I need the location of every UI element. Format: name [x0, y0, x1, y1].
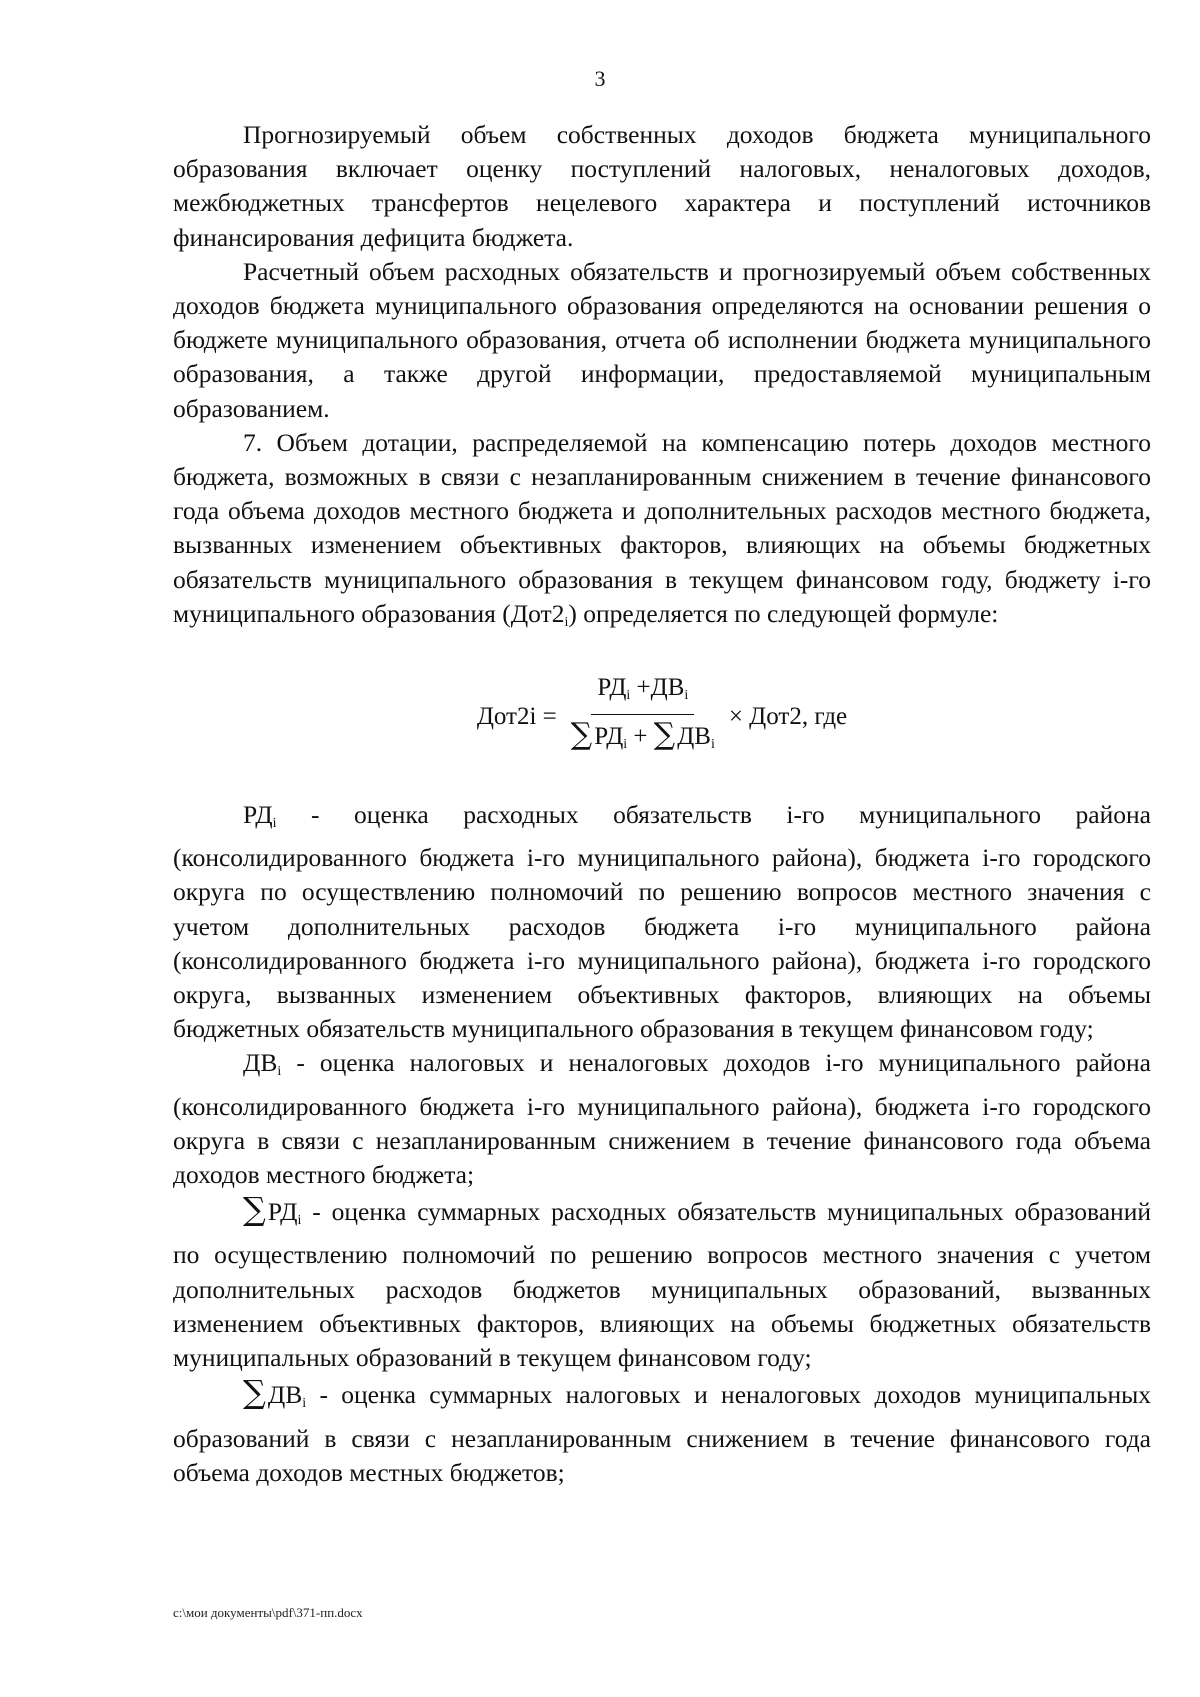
- definition-sum-rd-text: - оценка суммарных расходных обязательств муниципальных образований по осуществлению полномочий по решению вопросов местного значения с учетом дополнительных расходов бюджетов муниципальных образований, вызванных изменением объективных факторов, влияющих на объемы бюджетных обязательств муниципальных образований в текущем финансовом году;: [173, 1197, 1151, 1373]
- formula-where: , где: [801, 702, 848, 730]
- denominator-dv-sub: i: [710, 736, 715, 752]
- dot2-subscript: i: [564, 614, 569, 630]
- sum-icon: ∑: [653, 716, 676, 752]
- definition-dv: [173, 1046, 1151, 1192]
- definition-sum-dv-term: ДВ: [267, 1380, 303, 1410]
- formula-times-dot2: × Дот2: [728, 702, 802, 730]
- definition-dv-sub: i: [277, 1064, 282, 1080]
- formula-numerator: [591, 673, 694, 715]
- formula-fraction: [565, 673, 721, 762]
- paragraph-calculated-volume: Расчетный объем расходных обязательств и прогнозируемый объем собственных доходов бюджета муниципального образования определяются на основании решения о бюджете муниципального образования, отчета об исполнении бюджета муниципального образования, а также другой информации, предоставляемой муниципальным образованием.: [173, 256, 1151, 423]
- paragraph-item-7: [173, 426, 1151, 640]
- formula-dot2: [173, 658, 1151, 776]
- numerator-dv-sub: i: [684, 687, 689, 703]
- numerator-rd-sub: i: [626, 687, 631, 703]
- definition-rd: [173, 798, 1151, 1046]
- sum-icon: ∑: [570, 716, 593, 752]
- denominator-plus: +: [633, 722, 648, 750]
- denominator-rd-sub: i: [623, 736, 628, 752]
- denominator-dv: ДВ: [677, 722, 711, 750]
- definition-rd-text: - оценка расходных обязательств i-го муниципального района (консолидированного бюджета i-го муниципального района), бюджета i-го городского округа по осуществлению полномочий по решению вопросов местного значения с учетом дополнительных расходов бюджета i-го муниципального района (консолидированного бюджета i-го муниципального района), бюджета i-го городского округа, вызванных изменением объективных факторов, влияющих на объемы бюджетных обязательств муниципального образования в текущем финансовом году;: [173, 800, 1151, 1044]
- definition-rd-sub: i: [272, 816, 277, 832]
- definition-dv-text: - оценка налоговых и неналоговых доходов i-го муниципального района (консолидированного бюджета i-го муниципального района), бюджета i-го городского округа в связи с незапланированным снижением в течение финансового года объема доходов местного бюджета;: [173, 1048, 1151, 1190]
- definition-dv-term: ДВ: [243, 1048, 278, 1078]
- page-number: 3: [594, 66, 606, 91]
- formula-denominator: [565, 715, 721, 762]
- definition-sum-dv-sub: i: [302, 1396, 307, 1412]
- document-body: [173, 118, 1151, 1490]
- formula-lhs: Дот2i =: [476, 702, 557, 730]
- numerator-rd: РД: [597, 673, 627, 701]
- denominator-rd: РД: [594, 722, 624, 750]
- definition-sum-rd-sub: i: [297, 1213, 302, 1229]
- paragraph-own-revenue: Прогнозируемый объем собственных доходов бюджета муниципального образования включает оценку поступлений налоговых, неналоговых доходов, межбюджетных трансфертов нецелевого характера и поступлений источников финансирования дефицита бюджета.: [173, 120, 1151, 252]
- definition-rd-term: РД: [243, 800, 273, 830]
- definition-sum-rd-term: РД: [267, 1197, 298, 1227]
- paragraph-item-7-tail: ) определяется по следующей формуле:: [568, 598, 999, 628]
- paragraph-item-7-text: 7. Объем дотации, распределяемой на компенсацию потерь доходов местного бюджета, возможных в связи с незапланированным снижением в течение финансового года объема доходов местного бюджета и дополнительных расходов местного бюджета, вызванных изменением объективных факторов, влияющих на объемы бюджетных обязательств муниципального образования в текущем финансовом году, бюджету i-го муниципального образования (: [173, 427, 1151, 628]
- sum-icon: ∑: [243, 1190, 266, 1229]
- sum-icon: ∑: [243, 1373, 266, 1412]
- definition-sum-dv-text: - оценка суммарных налоговых и неналоговых доходов муниципальных образований в связи с незапланированным снижением в течение финансового года объема доходов местных бюджетов;: [173, 1380, 1151, 1487]
- dot2-term: Дот2: [510, 598, 565, 628]
- numerator-plus: +: [636, 673, 651, 701]
- footer-file-path: c:\мои документы\pdf\371-пп.docx: [173, 1605, 363, 1620]
- definition-sum-rd: [173, 1192, 1151, 1375]
- numerator-dv: ДВ: [650, 673, 685, 701]
- definition-sum-dv: [173, 1375, 1151, 1490]
